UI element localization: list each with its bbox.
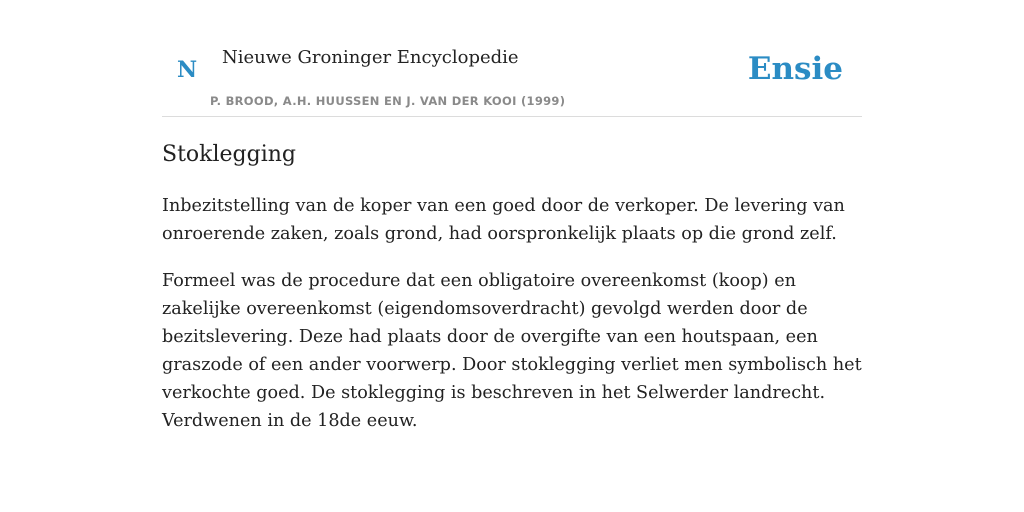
- entry-paragraph: Inbezitstelling van de koper van een goed door de verkoper. De levering van onroerende zaken, zoals grond, had oorspronkelijk plaats op die grond zelf.: [162, 196, 845, 244]
- book-header: [162, 0, 862, 117]
- entry-paragraph: Formeel was de procedure dat een obligatoire overeenkomst (koop) en zakelijke overeenkomst (eigendomsoverdracht) gevolgd werden door de bezitslevering. Deze had plaats door de overgifte van een houtspaan, een graszode of een ander voorwerp. Door stoklegging verliet men symbolisch het verkochte goed. De stoklegging is beschreven in het Selwerder landrecht. Verdwenen in de 18de eeuw.: [162, 271, 862, 431]
- book-title[interactable]: Nieuwe Groninger Encyclopedie: [222, 47, 519, 68]
- book-authors: P. BROOD, A.H. HUUSSEN EN J. VAN DER KOOI (1999): [210, 94, 566, 108]
- book-letter-icon[interactable]: N: [177, 57, 198, 83]
- entry-body: [162, 192, 862, 454]
- entry-title: Stoklegging: [162, 142, 296, 167]
- ensie-logo[interactable]: Ensie: [747, 51, 843, 87]
- page: [162, 0, 862, 431]
